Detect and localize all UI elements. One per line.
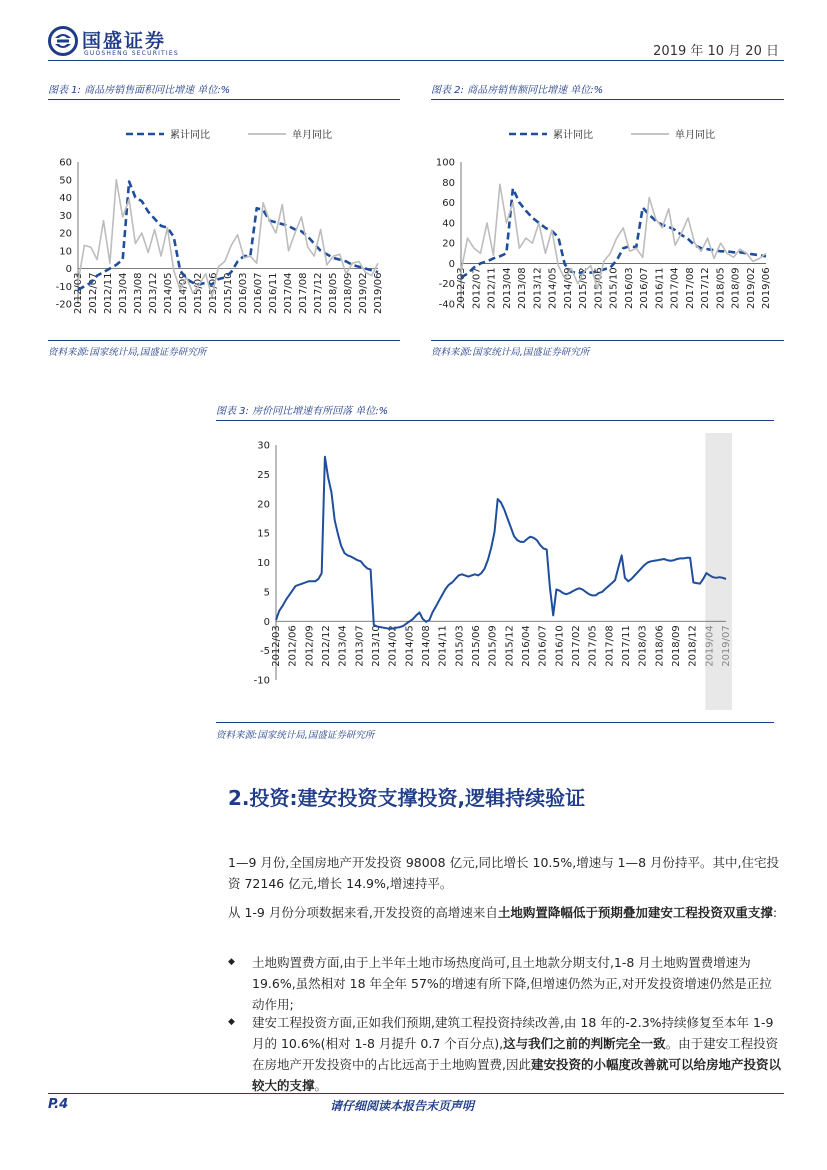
y-tick-label: 5 bbox=[263, 587, 270, 599]
bullet-item-land bbox=[228, 952, 784, 1015]
x-tick-label: 2012/12 bbox=[321, 625, 332, 667]
paragraph-2-end: : bbox=[772, 905, 778, 920]
logo-subtext: GUOSHENG SECURITIES bbox=[84, 50, 179, 57]
figure-3-top-rule bbox=[216, 420, 774, 421]
y-tick-label: 40 bbox=[442, 218, 455, 230]
x-tick-label: 2018/03 bbox=[637, 625, 649, 667]
bullet-icon: ◆ bbox=[228, 957, 235, 967]
series-line bbox=[461, 188, 766, 277]
figure-1-caption: 图表 1: 商品房销售面积同比增速 单位:% bbox=[48, 85, 231, 96]
x-tick-label: 2019/06 bbox=[373, 272, 384, 315]
x-tick-label: 2017/04 bbox=[669, 267, 681, 309]
y-tick-label: 30 bbox=[59, 210, 72, 222]
x-tick-label: 2016/10 bbox=[554, 625, 566, 667]
y-tick-label: 10 bbox=[59, 246, 72, 258]
x-tick-label: 2015/06 bbox=[208, 272, 219, 315]
x-tick-label: 2019/02 bbox=[358, 272, 369, 315]
x-tick-label: 2016/11 bbox=[268, 272, 279, 315]
bullet-text-e: 。 bbox=[314, 1078, 328, 1093]
figure-3-bottom-rule bbox=[216, 722, 774, 723]
x-tick-label: 2012/03 bbox=[456, 267, 467, 309]
x-tick-label: 2017/08 bbox=[684, 267, 696, 309]
logo-icon bbox=[48, 26, 78, 56]
x-tick-label: 2015/06 bbox=[593, 267, 605, 309]
y-tick-label: 20 bbox=[59, 228, 72, 240]
page-number: P.4 bbox=[48, 1097, 69, 1112]
y-tick-label: -20 bbox=[438, 279, 455, 291]
figure-1-source: 资料来源:国家统计局,国盛证券研究所 bbox=[48, 347, 207, 358]
x-tick-label: 2012/11 bbox=[103, 272, 114, 315]
x-tick-label: 2014/05 bbox=[404, 625, 416, 667]
y-tick-label: 100 bbox=[435, 157, 455, 169]
x-tick-label: 2012/03 bbox=[73, 272, 84, 315]
legend-label: 累计同比 bbox=[553, 130, 593, 141]
paragraph-2-text: 从 1-9 月份分项数据来看,开发投资的高增速来自 bbox=[228, 905, 498, 920]
figure-2-top-rule bbox=[431, 99, 784, 100]
paragraph-2 bbox=[228, 902, 784, 923]
x-tick-label: 2015/10 bbox=[223, 272, 234, 315]
chart-3 bbox=[216, 424, 774, 722]
y-tick-label: 80 bbox=[442, 177, 455, 189]
x-tick-label: 2015/03 bbox=[454, 625, 466, 667]
y-tick-label: -10 bbox=[253, 675, 270, 687]
x-tick-label: 2013/07 bbox=[354, 625, 366, 667]
x-tick-label: 2016/07 bbox=[537, 625, 549, 667]
x-tick-label: 2013/08 bbox=[133, 272, 144, 315]
logo-text: 国盛证券 bbox=[82, 30, 167, 52]
x-tick-label: 2018/05 bbox=[328, 272, 339, 315]
x-tick-label: 2016/07 bbox=[639, 267, 650, 309]
y-tick-label: -5 bbox=[260, 646, 270, 658]
y-tick-label: 25 bbox=[257, 469, 270, 481]
x-tick-label: 2014/02 bbox=[387, 625, 399, 667]
x-tick-label: 2013/04 bbox=[118, 272, 129, 315]
x-tick-label: 2016/03 bbox=[623, 267, 635, 309]
x-tick-label: 2016/07 bbox=[253, 272, 264, 315]
x-tick-label: 2019/04 bbox=[704, 625, 716, 667]
footer-disclaimer: 请仔细阅读本报告末页声明 bbox=[330, 1099, 475, 1113]
bullet-icon: ◆ bbox=[228, 1017, 235, 1027]
x-tick-label: 2012/07 bbox=[88, 272, 99, 315]
x-tick-label: 2018/09 bbox=[671, 625, 682, 667]
x-tick-label: 2014/11 bbox=[437, 625, 449, 667]
header-divider bbox=[48, 60, 784, 61]
bullet-emphasis-2: 建安投资的小幅度改善就可以给房地产投资以较大的支撑 bbox=[252, 1057, 781, 1093]
x-tick-label: 2015/10 bbox=[608, 267, 620, 309]
x-tick-label: 2012/11 bbox=[486, 267, 498, 309]
x-tick-label: 2013/08 bbox=[517, 267, 528, 309]
x-tick-label: 2018/05 bbox=[715, 267, 727, 309]
figure-1-bottom-rule bbox=[48, 340, 400, 341]
x-tick-label: 2015/09 bbox=[487, 625, 499, 667]
legend-label: 单月同比 bbox=[292, 130, 332, 141]
y-tick-label: 40 bbox=[59, 193, 72, 204]
x-tick-label: 2013/04 bbox=[337, 625, 349, 667]
y-tick-label: 10 bbox=[257, 558, 270, 569]
figure-1-top-rule bbox=[48, 99, 400, 100]
x-tick-label: 2017/08 bbox=[604, 625, 616, 667]
y-tick-label: 0 bbox=[65, 264, 72, 275]
x-tick-label: 2012/03 bbox=[271, 625, 282, 667]
x-tick-label: 2013/04 bbox=[501, 267, 513, 309]
x-tick-label: 2019/07 bbox=[721, 625, 732, 667]
y-tick-label: 60 bbox=[442, 198, 455, 210]
bullet-emphasis-1: 这与我们之前的判断完全一致 bbox=[503, 1036, 666, 1051]
y-tick-label: 60 bbox=[59, 157, 72, 169]
figure-2-caption: 图表 2: 商品房销售额同比增速 单位:% bbox=[431, 85, 604, 96]
x-tick-label: 2016/11 bbox=[654, 267, 666, 309]
paragraph-1: 1—9 月份,全国房地产开发投资 98008 亿元,同比增长 10.5%,增速与 1—8 月份持平。其中,住宅投资 72146 亿元,增长 14.9%,增速持平。 bbox=[228, 855, 780, 891]
x-tick-label: 2017/12 bbox=[313, 272, 324, 315]
bullet-text bbox=[252, 1012, 784, 1096]
section-heading: 2.投资:建安投资支撑投资,逻辑持续验证 bbox=[228, 786, 586, 810]
y-tick-label: -40 bbox=[438, 299, 455, 311]
x-tick-label: 2018/06 bbox=[654, 625, 666, 667]
x-tick-label: 2016/04 bbox=[521, 625, 532, 667]
y-tick-label: -10 bbox=[55, 281, 72, 293]
x-tick-label: 2014/05 bbox=[547, 267, 559, 309]
figure-3-caption: 图表 3: 房价同比增速有所回落 单位:% bbox=[216, 406, 389, 417]
y-tick-label: 20 bbox=[442, 238, 455, 250]
y-tick-label: -20 bbox=[55, 299, 72, 311]
x-tick-label: 2012/09 bbox=[304, 625, 316, 667]
x-tick-label: 2015/02 bbox=[193, 272, 204, 315]
x-tick-label: 2017/11 bbox=[621, 625, 632, 667]
x-tick-label: 2014/05 bbox=[163, 272, 174, 315]
paragraph-2-emphasis: 土地购置降幅低于预期叠加建安工程投资双重支撑 bbox=[497, 905, 773, 920]
bullet-item-construction bbox=[228, 1012, 784, 1096]
x-tick-label: 2018/12 bbox=[687, 625, 699, 667]
legend-label: 单月同比 bbox=[675, 130, 715, 141]
figure-2-source: 资料来源:国家统计局,国盛证券研究所 bbox=[431, 347, 590, 358]
x-tick-label: 2018/09 bbox=[730, 267, 742, 309]
y-tick-label: 15 bbox=[257, 528, 270, 540]
x-tick-label: 2013/12 bbox=[532, 267, 544, 309]
forecast-shade bbox=[705, 433, 732, 710]
x-tick-label: 2017/08 bbox=[298, 272, 309, 315]
bullet-text-a: 建安工程投资方面,正如我们预期,建筑工程投资持续改善,由 18 年的-2.3%持续修复至本年 1-9 月的 10.6%(相对 1-8 月提升 0.7 个百分点), bbox=[252, 1015, 774, 1051]
x-tick-label: 2013/10 bbox=[371, 625, 382, 667]
y-tick-label: 0 bbox=[263, 616, 270, 628]
y-tick-label: 50 bbox=[59, 175, 72, 187]
x-tick-label: 2012/07 bbox=[471, 267, 483, 309]
x-tick-label: 2015/02 bbox=[578, 267, 589, 309]
x-tick-label: 2012/06 bbox=[287, 625, 299, 667]
figure-2-bottom-rule bbox=[431, 340, 784, 341]
legend-label: 累计同比 bbox=[170, 130, 210, 141]
x-tick-label: 2017/12 bbox=[700, 267, 711, 309]
bullet-text: 土地购置费方面,由于上半年土地市场热度尚可,且土地款分期支付,1-8 月土地购置费增速为 19.6%,虽然相对 18 年全年 57%的增速有所下降,但增速仍然为正,对开发投资增速仍然是正拉动作用; bbox=[252, 955, 772, 1012]
y-tick-label: 30 bbox=[257, 440, 270, 452]
bullet-text-c: 。由于建安工程投资在房地产开发投资中的占比远高于土地购置费,因此 bbox=[252, 1036, 779, 1072]
x-tick-label: 2015/06 bbox=[471, 625, 482, 667]
x-tick-label: 2014/09 bbox=[562, 267, 574, 309]
x-tick-label: 2019/06 bbox=[761, 267, 772, 309]
x-tick-label: 2014/08 bbox=[421, 625, 432, 667]
x-tick-label: 2019/02 bbox=[745, 267, 757, 309]
x-tick-label: 2014/09 bbox=[178, 272, 189, 315]
x-tick-label: 2017/04 bbox=[283, 272, 294, 315]
figure-3-source: 资料来源:国家统计局,国盛证券研究所 bbox=[216, 730, 375, 741]
x-tick-label: 2017/02 bbox=[571, 625, 582, 667]
x-tick-label: 2015/12 bbox=[504, 625, 516, 667]
chart-2 bbox=[431, 102, 784, 340]
y-tick-label: 0 bbox=[448, 258, 455, 270]
series-line bbox=[276, 457, 726, 629]
x-tick-label: 2016/03 bbox=[238, 272, 249, 315]
footer-divider bbox=[48, 1093, 784, 1094]
x-tick-label: 2017/05 bbox=[587, 625, 599, 667]
chart-1 bbox=[48, 102, 400, 340]
y-tick-label: 20 bbox=[257, 499, 270, 511]
x-tick-label: 2013/12 bbox=[148, 272, 159, 315]
x-tick-label: 2018/09 bbox=[343, 272, 354, 315]
report-date: 2019 年 10 月 20 日 bbox=[653, 44, 779, 59]
